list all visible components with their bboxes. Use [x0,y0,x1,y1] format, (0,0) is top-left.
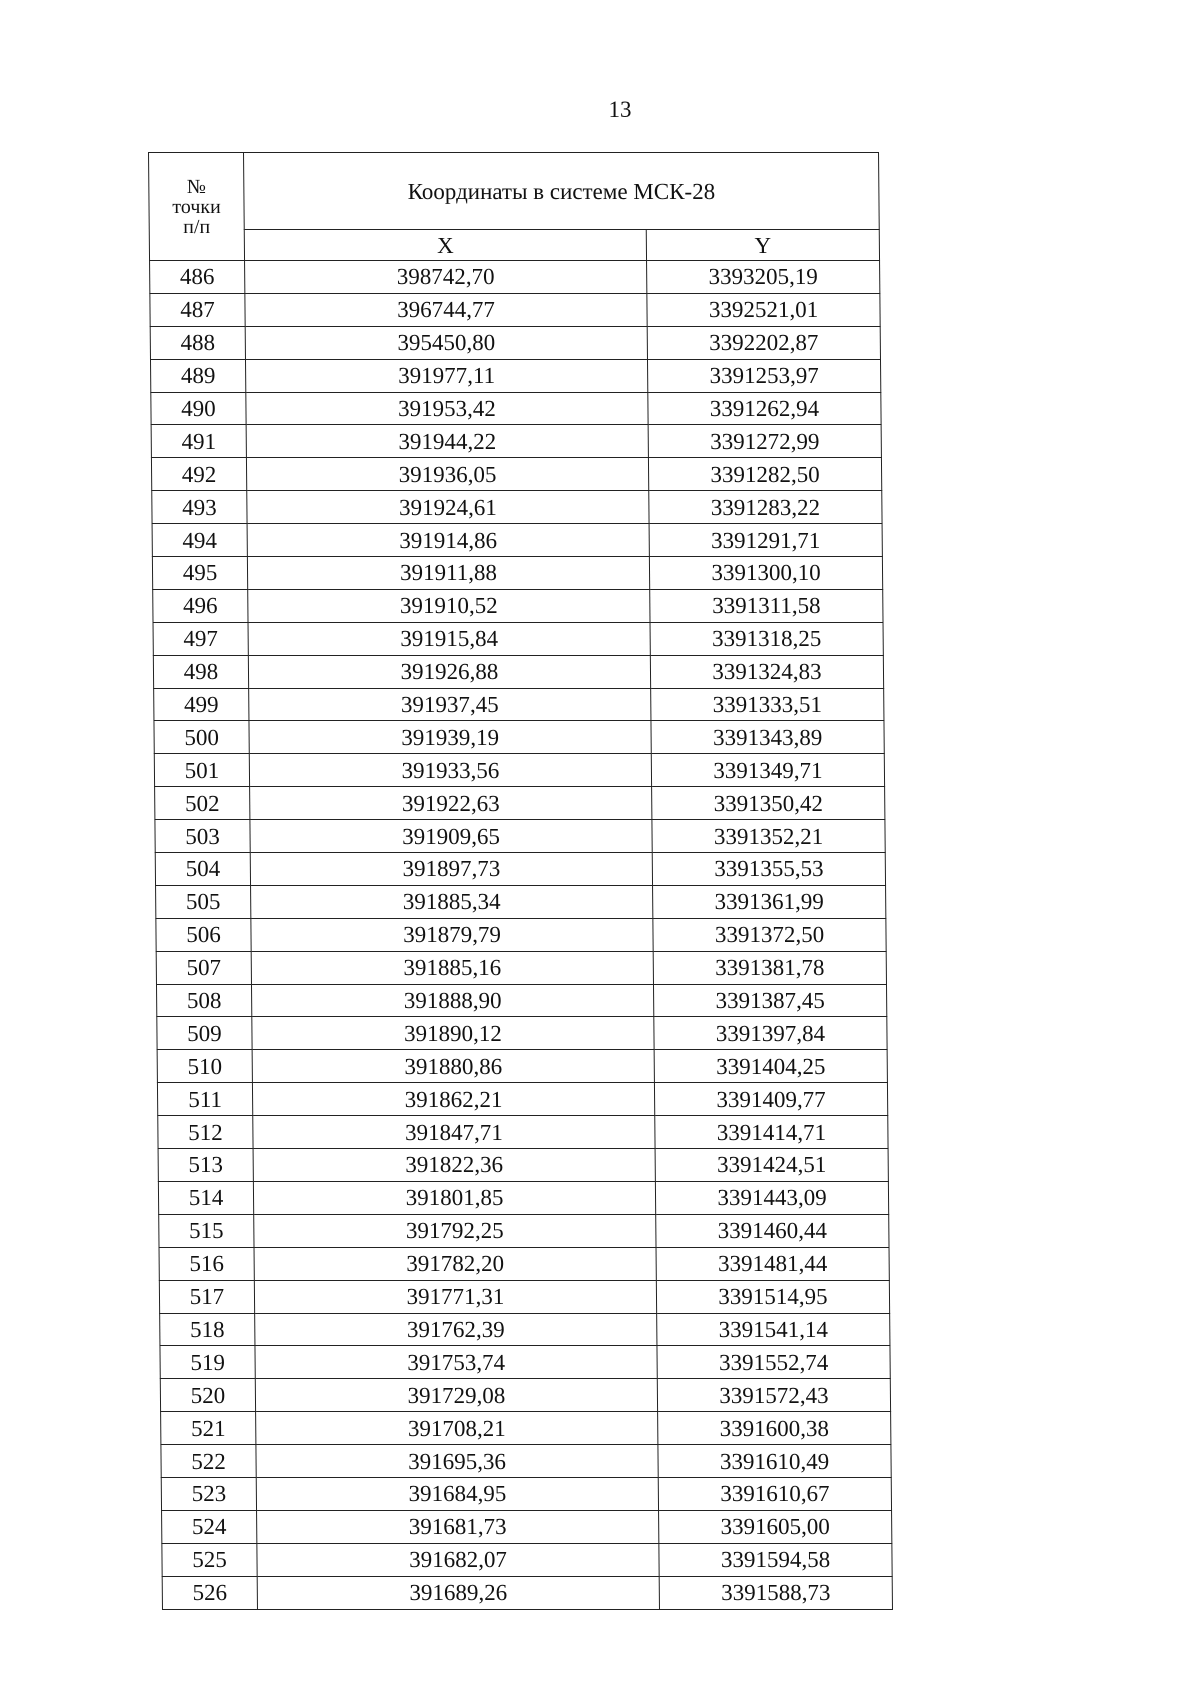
header-point-number [149,153,245,261]
cell-point-number: 519 [160,1346,255,1379]
cell-point-number: 523 [161,1477,256,1510]
table-row [160,1313,890,1346]
cell-y: 3391350,42 [652,787,885,820]
table-row [156,885,886,918]
cell-x: 391771,31 [254,1280,656,1313]
cell-y: 3391424,51 [655,1149,888,1182]
table-row [155,820,885,853]
table-row [156,951,886,984]
cell-x: 391729,08 [255,1379,657,1412]
table-row [153,589,883,622]
page-number: 13 [608,97,632,122]
cell-point-number: 509 [157,1017,252,1050]
cell-point-number: 506 [156,918,251,951]
cell-point-number: 515 [159,1214,254,1247]
table-row [156,918,886,951]
cell-y: 3391282,50 [648,458,881,491]
cell-point-number: 526 [162,1576,257,1609]
cell-x: 391782,20 [254,1247,656,1280]
cell-y: 3391414,71 [655,1116,888,1149]
cell-x: 391910,52 [248,589,650,622]
cell-point-number: 508 [156,984,251,1017]
cell-x: 391762,39 [255,1313,657,1346]
cell-x: 391682,07 [257,1543,659,1576]
coordinates-table-wrapper [148,152,892,1610]
cell-y: 3391333,51 [651,688,884,721]
cell-point-number: 489 [150,359,245,392]
cell-point-number: 507 [156,951,251,984]
cell-y: 3391318,25 [650,622,883,655]
cell-point-number: 500 [154,721,249,754]
table-row [150,359,880,392]
cell-y: 3391443,09 [655,1181,888,1214]
table-row [162,1543,892,1576]
table-header [149,153,880,261]
cell-x: 391937,45 [249,688,651,721]
cell-point-number: 496 [153,589,248,622]
coordinates-table [148,152,893,1610]
table-row [150,261,880,294]
cell-point-number: 495 [152,557,247,590]
table-row [156,984,886,1017]
cell-x: 391924,61 [247,491,649,524]
cell-x: 391847,71 [253,1116,655,1149]
cell-point-number: 494 [152,524,247,557]
cell-x: 391926,88 [248,655,650,688]
cell-x: 391695,36 [256,1445,658,1478]
cell-y: 3392202,87 [647,326,880,359]
cell-y: 3391352,21 [652,820,885,853]
cell-y: 3391605,00 [659,1510,892,1543]
cell-point-number: 486 [150,261,245,294]
cell-y: 3391397,84 [654,1017,887,1050]
table-row [158,1181,888,1214]
cell-x: 391909,65 [250,820,652,853]
cell-point-number: 492 [151,458,246,491]
cell-y: 3392521,01 [647,293,880,326]
cell-y: 3391552,74 [657,1346,890,1379]
cell-x: 391888,90 [251,984,653,1017]
cell-y: 3391343,89 [651,721,884,754]
cell-x: 391953,42 [246,392,648,425]
cell-point-number: 514 [158,1181,253,1214]
cell-point-number: 512 [158,1116,253,1149]
cell-point-number: 513 [158,1149,253,1182]
table-row [157,1083,887,1116]
cell-y: 3391387,45 [653,984,886,1017]
cell-x: 391880,86 [252,1050,654,1083]
cell-point-number: 518 [160,1313,255,1346]
cell-y: 3391594,58 [659,1543,892,1576]
cell-y: 3391588,73 [659,1576,892,1609]
table-row [162,1576,892,1609]
cell-x: 391936,05 [246,458,648,491]
header-point-number-line-3: п/п [183,215,211,238]
table-row [158,1116,888,1149]
cell-y: 3391404,25 [654,1050,887,1083]
cell-point-number: 522 [161,1445,256,1478]
table-row [154,721,884,754]
cell-y: 3391349,71 [651,754,884,787]
cell-y: 3391481,44 [656,1247,889,1280]
cell-point-number: 490 [151,392,246,425]
table-row [154,688,884,721]
table-row [155,787,885,820]
cell-x: 391933,56 [249,754,651,787]
cell-y: 3391361,99 [653,885,886,918]
cell-point-number: 498 [153,655,248,688]
cell-y: 3393205,19 [647,261,880,294]
cell-x: 391862,21 [252,1083,654,1116]
cell-x: 391897,73 [250,853,652,886]
table-row [155,853,885,886]
table-row [159,1214,889,1247]
table-row [151,392,881,425]
table-row [160,1346,890,1379]
table-row [160,1379,890,1412]
cell-y: 3391311,58 [650,589,883,622]
cell-y: 3391381,78 [653,951,886,984]
cell-y: 3391409,77 [654,1083,887,1116]
cell-x: 391885,16 [251,951,653,984]
cell-x: 391689,26 [257,1576,659,1609]
table-body [150,261,893,1610]
cell-y: 3391272,99 [648,425,881,458]
cell-point-number: 503 [155,820,250,853]
cell-y: 3391514,95 [656,1280,889,1313]
table-row [161,1477,891,1510]
header-point-number-line-1: № [186,175,206,198]
cell-point-number: 493 [152,491,247,524]
header-coordinate-system: Координаты в системе МСК-28 [244,153,880,230]
cell-y: 3391572,43 [657,1379,890,1412]
table-row [159,1280,889,1313]
table-row [152,524,882,557]
table-row [157,1017,887,1050]
cell-x: 395450,80 [245,326,647,359]
header-x: X [244,230,646,261]
table-row [154,754,884,787]
table-row [150,326,880,359]
cell-point-number: 504 [155,853,250,886]
cell-y: 3391262,94 [648,392,881,425]
table-row [152,491,882,524]
cell-y: 3391610,49 [658,1445,891,1478]
cell-x: 391681,73 [257,1510,659,1543]
cell-x: 396744,77 [245,293,647,326]
cell-x: 391801,85 [253,1181,655,1214]
table-row [150,293,880,326]
cell-y: 3391324,83 [650,655,883,688]
cell-x: 391885,34 [251,885,653,918]
cell-point-number: 505 [156,885,251,918]
cell-x: 391914,86 [247,524,649,557]
cell-point-number: 499 [154,688,249,721]
cell-y: 3391300,10 [649,557,882,590]
cell-x: 391684,95 [256,1477,658,1510]
cell-point-number: 488 [150,326,245,359]
table-row [162,1510,892,1543]
table-row [152,557,882,590]
cell-point-number: 497 [153,622,248,655]
cell-y: 3391372,50 [653,918,886,951]
cell-y: 3391291,71 [649,524,882,557]
cell-point-number: 511 [157,1083,252,1116]
table-row [153,655,883,688]
cell-point-number: 491 [151,425,246,458]
table-row [157,1050,887,1083]
cell-y: 3391610,67 [658,1477,891,1510]
cell-point-number: 520 [160,1379,255,1412]
cell-x: 391879,79 [251,918,653,951]
cell-x: 391911,88 [247,557,649,590]
cell-x: 398742,70 [245,261,647,294]
cell-x: 391977,11 [245,359,647,392]
cell-point-number: 524 [162,1510,257,1543]
cell-y: 3391541,14 [657,1313,890,1346]
cell-x: 391822,36 [253,1149,655,1182]
cell-point-number: 525 [162,1543,257,1576]
table-row [151,425,881,458]
table-row [153,622,883,655]
cell-point-number: 487 [150,293,245,326]
cell-y: 3391600,38 [658,1412,891,1445]
cell-x: 391922,63 [250,787,652,820]
table-row [161,1412,891,1445]
header-point-number-line-2: точки [172,195,221,218]
cell-point-number: 510 [157,1050,252,1083]
cell-x: 391890,12 [252,1017,654,1050]
header-y: Y [646,230,879,261]
cell-point-number: 502 [155,787,250,820]
cell-x: 391944,22 [246,425,648,458]
table-row [159,1247,889,1280]
table-row [158,1149,888,1182]
table-row [161,1445,891,1478]
cell-point-number: 501 [154,754,249,787]
cell-y: 3391253,97 [647,359,880,392]
cell-point-number: 516 [159,1247,254,1280]
cell-x: 391939,19 [249,721,651,754]
cell-point-number: 521 [161,1412,256,1445]
cell-point-number: 517 [159,1280,254,1313]
table-row [151,458,881,491]
cell-y: 3391355,53 [652,853,885,886]
cell-x: 391753,74 [255,1346,657,1379]
cell-x: 391915,84 [248,622,650,655]
cell-x: 391792,25 [254,1214,656,1247]
cell-y: 3391283,22 [649,491,882,524]
cell-x: 391708,21 [256,1412,658,1445]
cell-y: 3391460,44 [656,1214,889,1247]
